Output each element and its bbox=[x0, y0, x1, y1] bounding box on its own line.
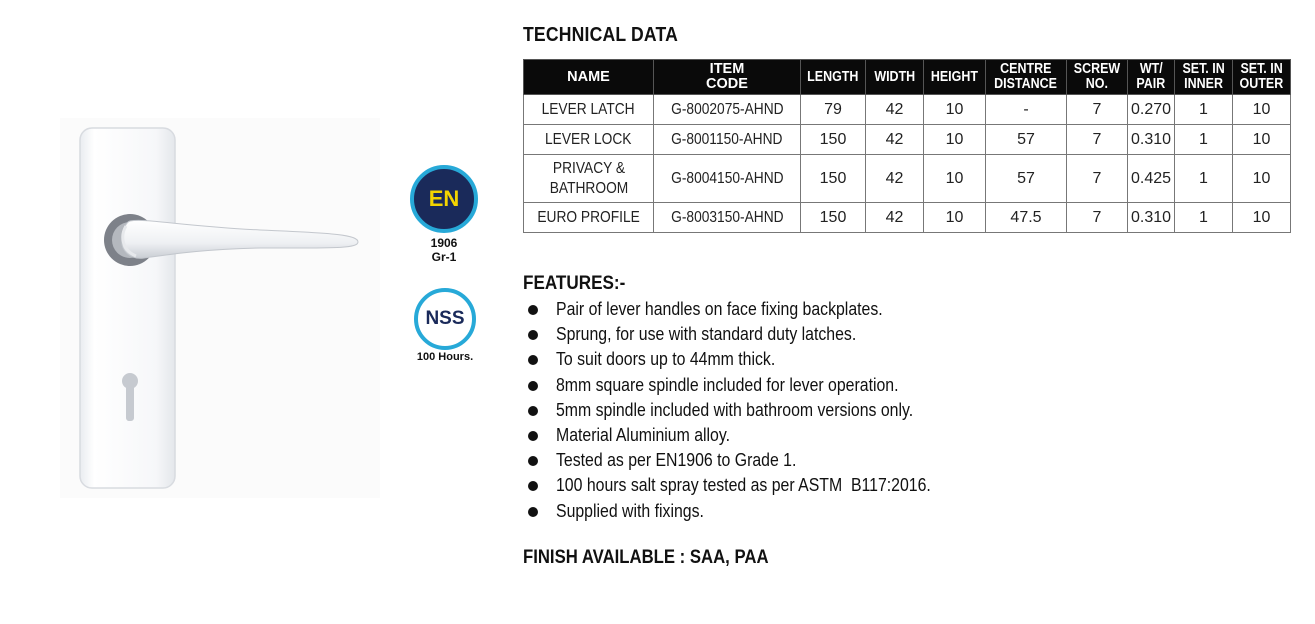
cell-screw-no: 7 bbox=[1067, 203, 1128, 233]
nss-salt-spray-badge bbox=[414, 288, 476, 350]
nss-badge-caption: 100 Hours. bbox=[416, 351, 474, 363]
col-header-length: LENGTH bbox=[801, 60, 866, 95]
bullet-icon bbox=[528, 456, 538, 466]
nss-badge-label: NSS bbox=[425, 308, 465, 329]
cell-length: 79 bbox=[801, 95, 866, 125]
cell-width: 42 bbox=[866, 155, 924, 203]
bullet-icon bbox=[528, 305, 538, 315]
cell-set-inner: 1 bbox=[1175, 95, 1233, 125]
product-image bbox=[60, 118, 380, 498]
cell-set-inner: 1 bbox=[1175, 125, 1233, 155]
technical-data-heading: TECHNICAL DATA bbox=[523, 24, 678, 46]
cell-set-outer: 10 bbox=[1233, 155, 1291, 203]
cell-item-code: G-8003150-AHND bbox=[654, 203, 801, 233]
bullet-icon bbox=[528, 507, 538, 517]
list-item: 5mm spindle included with bathroom versions only. bbox=[523, 398, 982, 423]
bullet-icon bbox=[528, 381, 538, 391]
cell-length: 150 bbox=[801, 155, 866, 203]
en-certification-badge bbox=[410, 165, 478, 233]
table-header-row bbox=[524, 60, 1291, 95]
cell-height: 10 bbox=[924, 95, 986, 125]
list-item: 100 hours salt spray tested as per ASTM B117:2016. bbox=[523, 473, 982, 498]
table-row bbox=[524, 125, 1291, 155]
bullet-icon bbox=[528, 330, 538, 340]
col-header-set-in-outer: SET. IN OUTER bbox=[1233, 60, 1291, 95]
col-header-set-in-inner: SET. IN INNER bbox=[1175, 60, 1233, 95]
cell-name: PRIVACY & BATHROOM bbox=[524, 155, 654, 203]
col-header-name: NAME bbox=[524, 60, 654, 95]
cell-item-code: G-8002075-AHND bbox=[654, 95, 801, 125]
cell-width: 42 bbox=[866, 95, 924, 125]
bullet-icon bbox=[528, 355, 538, 365]
cell-centre-distance: 57 bbox=[986, 125, 1067, 155]
en-standard-number: 1906 bbox=[430, 236, 458, 250]
cell-set-outer: 10 bbox=[1233, 95, 1291, 125]
cell-set-inner: 1 bbox=[1175, 155, 1233, 203]
cell-centre-distance: 57 bbox=[986, 155, 1067, 203]
cell-name: LEVER LOCK bbox=[524, 125, 654, 155]
finish-available: FINISH AVAILABLE : SAA, PAA bbox=[523, 547, 769, 568]
list-item: Material Aluminium alloy. bbox=[523, 423, 982, 448]
cell-centre-distance: 47.5 bbox=[986, 203, 1067, 233]
col-header-wt-pair: WT/ PAIR bbox=[1128, 60, 1175, 95]
cell-screw-no: 7 bbox=[1067, 155, 1128, 203]
list-item: Sprung, for use with standard duty latches. bbox=[523, 322, 982, 347]
cell-screw-no: 7 bbox=[1067, 95, 1128, 125]
list-item: Pair of lever handles on face fixing backplates. bbox=[523, 297, 982, 322]
cell-wt-pair: 0.425 bbox=[1128, 155, 1175, 203]
list-item: 8mm square spindle included for lever operation. bbox=[523, 373, 982, 398]
technical-data-table bbox=[523, 59, 1291, 233]
cell-height: 10 bbox=[924, 203, 986, 233]
list-item: Supplied with fixings. bbox=[523, 499, 982, 524]
cell-wt-pair: 0.270 bbox=[1128, 95, 1175, 125]
bullet-icon bbox=[528, 406, 538, 416]
features-list bbox=[523, 297, 982, 524]
cell-width: 42 bbox=[866, 203, 924, 233]
cell-set-outer: 10 bbox=[1233, 125, 1291, 155]
cell-height: 10 bbox=[924, 155, 986, 203]
cell-length: 150 bbox=[801, 125, 866, 155]
cell-wt-pair: 0.310 bbox=[1128, 125, 1175, 155]
cell-screw-no: 7 bbox=[1067, 125, 1128, 155]
col-header-item-code: ITEM CODE bbox=[654, 60, 801, 95]
cell-width: 42 bbox=[866, 125, 924, 155]
en-grade: Gr-1 bbox=[431, 250, 457, 264]
features-heading: FEATURES:- bbox=[523, 273, 626, 294]
cell-item-code: G-8004150-AHND bbox=[654, 155, 801, 203]
col-header-centre-distance: CENTRE DISTANCE bbox=[986, 60, 1067, 95]
cell-length: 150 bbox=[801, 203, 866, 233]
cell-item-code: G-8001150-AHND bbox=[654, 125, 801, 155]
list-item: To suit doors up to 44mm thick. bbox=[523, 347, 982, 372]
bullet-icon bbox=[528, 481, 538, 491]
bullet-icon bbox=[528, 431, 538, 441]
cell-name: LEVER LATCH bbox=[524, 95, 654, 125]
cell-height: 10 bbox=[924, 125, 986, 155]
cell-wt-pair: 0.310 bbox=[1128, 203, 1175, 233]
col-header-screw-no: SCREW NO. bbox=[1067, 60, 1128, 95]
cell-set-outer: 10 bbox=[1233, 203, 1291, 233]
en-badge-caption bbox=[410, 236, 478, 264]
cell-set-inner: 1 bbox=[1175, 203, 1233, 233]
en-badge-label: EN bbox=[428, 186, 460, 211]
table-row bbox=[524, 203, 1291, 233]
table-row bbox=[524, 95, 1291, 125]
col-header-width: WIDTH bbox=[866, 60, 924, 95]
cell-name: EURO PROFILE bbox=[524, 203, 654, 233]
cell-centre-distance: - bbox=[986, 95, 1067, 125]
table-row bbox=[524, 155, 1291, 203]
col-header-height: HEIGHT bbox=[924, 60, 986, 95]
list-item: Tested as per EN1906 to Grade 1. bbox=[523, 448, 982, 473]
